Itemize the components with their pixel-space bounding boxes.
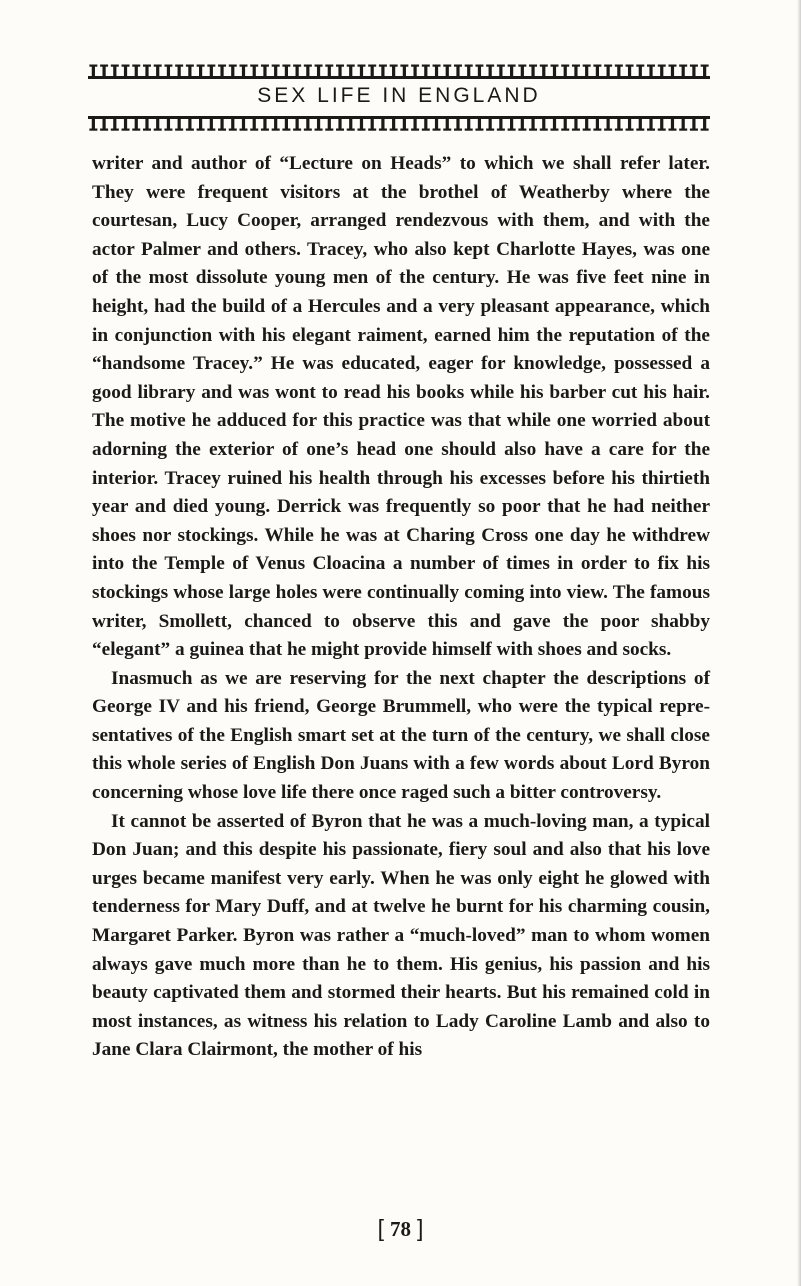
paragraph-3: It cannot be asserted of Byron that he was a much-loving man, a typical Don Juan; and this despite his passionate, fiery soul and also that his love urges became manifest very early. When he was only eight he glowed with tenderness for Mary Duff, and at twelve he burnt for his charming cousin, Margaret Parker. Byron was rather a “much-loved” man to whom women always gave much more than he to them. His genius, his passion and his beauty captivated them and stormed their hearts. But his remained cold in most instances, as witness his relation to Lady Caroline Lamb and also to Jane Clara Clairmont, the mother of his	[92, 810, 710, 1061]
page-number-value: 78	[390, 1217, 411, 1241]
top-ornament-svg	[88, 64, 710, 79]
running-head: SEX LIFE IN ENGLAND	[257, 84, 541, 107]
body-text	[92, 150, 710, 1065]
paragraph-2: Inasmuch as we are reserving for the next chapter the descriptions of George IV and his friend, George Brummell, who were the typical representatives of the English smart set at the turn of the century, we shall close this whole series of English Don Juans with a few words about Lord Byron concerning whose love life there once raged such a bitter controversy.	[92, 667, 710, 804]
paragraph-1: writer and author of “Lecture on Heads” to which we shall refer later. They were frequent visitors at the brothel of Weatherby where the courtesan, Lucy Cooper, arranged rendezvous with them, and with the actor Palmer and others. Tracey, who also kept Charlotte Hayes, was one of the most dissolute young men of the century. He was five feet nine in height, had the build of a Hercules and a very pleasant appearance, which in conjunction with his elegant raiment, earned him the reputation of the “handsome Tracey.” He was educated, eager for knowledge, possessed a good library and was wont to read his books while his barber cut his hair. The motive he adduced for this practice was that while one worried about adorning the exterior of one’s head one should also have a care for the interior. Tracey ruined his health through his excesses before his thirtieth year and died young. Derrick was frequently so poor that he had neither shoes nor stockings. While he was at Charing Cross one day he withdrew into the Temple of Venus Cloacina a number of times in order to fix his stockings whose large holes were continually coming into view. The famous writer, Smollett, chanced to observe this and gave the poor shabby “elegant” a guinea that he might provide himself with shoes and socks.	[92, 153, 710, 661]
page-number	[0, 1214, 801, 1243]
bottom-ornament-svg	[88, 116, 710, 131]
bracket-right: ]	[417, 1215, 424, 1241]
top-ornament-rule	[88, 64, 710, 79]
bracket-left: [	[377, 1215, 384, 1241]
bottom-ornament-rule	[88, 116, 710, 131]
page-edge-shadow	[797, 0, 801, 1286]
